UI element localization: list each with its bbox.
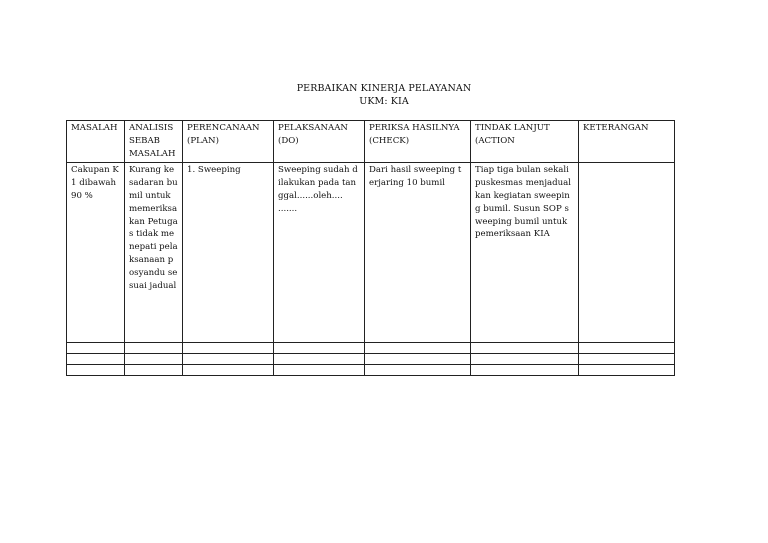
empty-cell [125,343,183,354]
document-title: PERBAIKAN KINERJA PELAYANAN [296,83,472,94]
cell-pelaksanaan: Sweeping sudah dilakukan pada tanggal......oleh.... ....... [274,163,365,343]
cell-keterangan [579,163,675,343]
empty-table-row [67,343,675,354]
document-title-block [0,82,768,108]
empty-cell [183,343,274,354]
header-perencanaan: PERENCANAAN (PLAN) [183,121,274,163]
empty-cell [274,365,365,376]
table-row [67,163,675,343]
empty-cell [365,354,471,365]
empty-cell [67,354,125,365]
header-keterangan: KETERANGAN [579,121,675,163]
empty-cell [471,354,579,365]
cell-masalah: Cakupan K1 dibawah 90 % [67,163,125,343]
empty-cell [579,354,675,365]
cell-analisis: Kurang kesadaran bumil untuk memeriksakan Petugas tidak menepati pelaksanaan posyandu sesuai jadual [125,163,183,343]
header-masalah: MASALAH [67,121,125,163]
empty-cell [274,354,365,365]
cell-perencanaan: 1. Sweeping [183,163,274,343]
empty-cell [579,365,675,376]
header-analisis: ANALISIS SEBAB MASALAH [125,121,183,163]
empty-cell [274,343,365,354]
empty-cell [365,343,471,354]
empty-cell [125,365,183,376]
empty-cell [67,365,125,376]
empty-table-row [67,365,675,376]
empty-cell [183,365,274,376]
empty-cell [365,365,471,376]
empty-cell [471,365,579,376]
document-subtitle: UKM: KIA [359,96,409,107]
empty-table-row [67,354,675,365]
header-periksa: PERIKSA HASILNYA (CHECK) [365,121,471,163]
empty-cell [183,354,274,365]
empty-cell [471,343,579,354]
empty-cell [125,354,183,365]
header-tindak-lanjut: TINDAK LANJUT (ACTION [471,121,579,163]
cell-tindak-lanjut: Tiap tiga bulan sekali puskesmas menjadualkan kegiatan sweeping bumil. Susun SOP sweeping bumil untuk pemeriksaan KIA [471,163,579,343]
empty-cell [67,343,125,354]
kinerja-table [66,120,675,376]
empty-cell [579,343,675,354]
header-pelaksanaan: PELAKSANAAN (DO) [274,121,365,163]
cell-periksa: Dari hasil sweeping terjaring 10 bumil [365,163,471,343]
table-header-row [67,121,675,163]
